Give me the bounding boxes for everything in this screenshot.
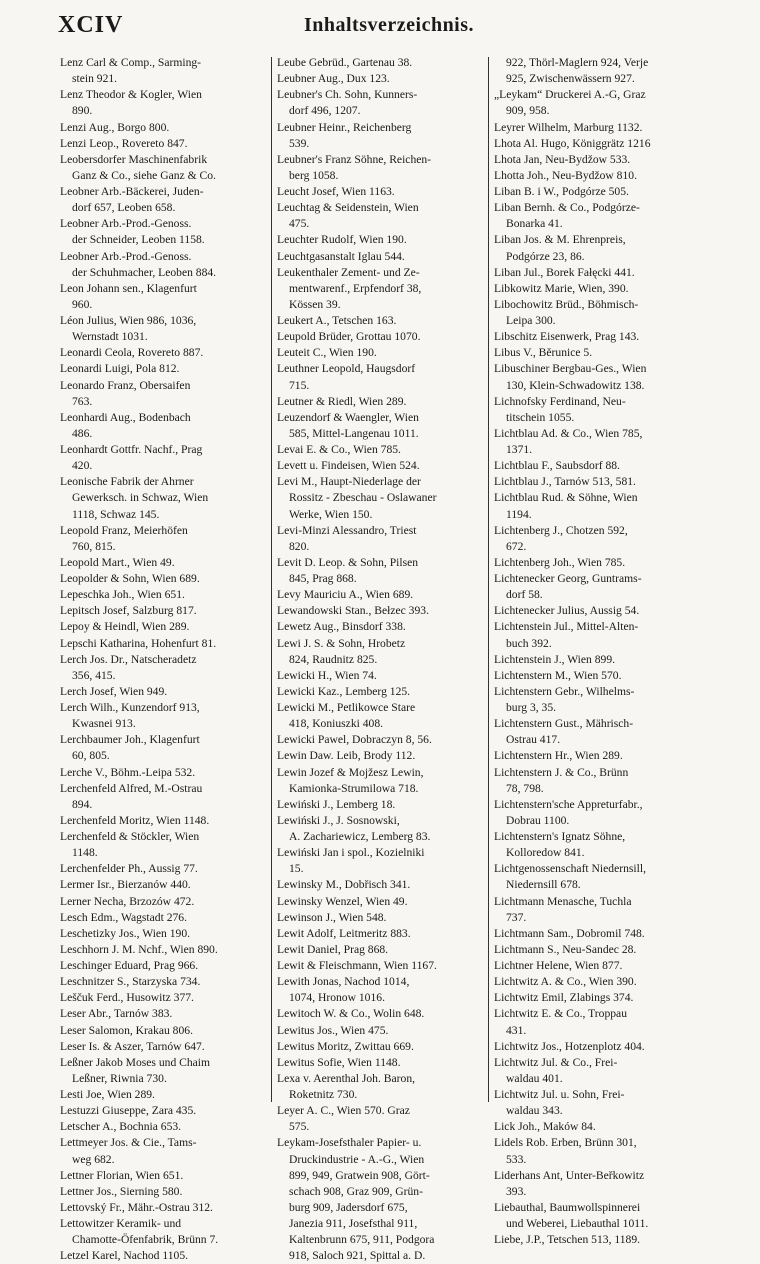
index-entry: Leubner Aug., Dux 123.	[277, 72, 390, 86]
index-entry-continuation: dorf 58.	[506, 588, 543, 602]
index-entry: Liban Bernh. & Co., Podgórze-	[494, 201, 640, 215]
index-column-1	[60, 55, 267, 1263]
index-entry: Lewit Adolf, Leitmeritz 883.	[277, 926, 411, 940]
index-entry-continuation: der Schneider, Leoben 1158.	[72, 233, 205, 247]
index-entry-continuation: Ostrau 417.	[506, 733, 561, 747]
index-entry-continuation: und Weberei, Liebauthal 1011.	[506, 1217, 649, 1230]
index-entry: Leyer A. C., Wien 570. Graz	[277, 1104, 410, 1118]
index-entry: Lewi J. S. & Sohn, Hrobetz	[277, 636, 406, 650]
index-entry-continuation: 539.	[289, 136, 310, 150]
index-entry-continuation: 130, Klein-Schwadowitz 138.	[506, 378, 645, 392]
index-entry: Lewetz Aug., Binsdorf 338.	[277, 620, 406, 634]
index-entry: Lichtblau F., Saubsdorf 88.	[494, 459, 620, 473]
index-entry: Libus V., Běrunice 5.	[494, 346, 593, 360]
index-entry: Lerchenfeld Alfred, M.-Ostrau	[60, 781, 203, 795]
index-entry: Lichtenecker Julius, Aussig 54.	[494, 604, 640, 618]
index-entry-continuation: Kwasnei 913.	[72, 717, 136, 731]
index-entry-continuation: 922, Thörl-Maglern 924, Verje	[506, 56, 649, 69]
index-entry-continuation: waldau 401.	[506, 1071, 563, 1085]
index-entry-continuation: waldau 343.	[506, 1104, 563, 1118]
index-entry-continuation: 960.	[72, 297, 93, 311]
index-entry: Lichnofsky Ferdinand, Neu-	[494, 394, 626, 408]
index-entry: Lerchenfeld & Stöckler, Wien	[60, 830, 200, 843]
index-entry: Lichtenstein Jul., Mittel-Alten-	[494, 620, 639, 634]
index-entry: Lichtenberg J., Chotzen 592,	[494, 523, 628, 537]
index-entry: Leube Gebrüd., Gartenau 38.	[277, 56, 413, 69]
index-entry: Leonardo Franz, Obersaifen	[60, 378, 191, 392]
index-entry: Lesch Edm., Wagstadt 276.	[60, 910, 188, 924]
index-entry: „Leykam“ Druckerei A.-G, Graz	[494, 88, 646, 102]
index-entry: Lewin Jozef & Mojžesz Lewin,	[277, 765, 424, 779]
index-entry-continuation: 737.	[506, 910, 527, 924]
index-entry: Leschetizky Jos., Wien 190.	[60, 926, 191, 940]
index-entry: Libschitz Eisenwerk, Prag 143.	[494, 330, 640, 344]
index-entry-continuation: 1148.	[72, 846, 98, 860]
index-entry: Leuthner Leopold, Haugsdorf	[277, 362, 416, 376]
index-entry: Lhota Jan, Neu-Bydžow 533.	[494, 152, 631, 166]
index-entry: Lettmeyer Jos. & Cie., Tams-	[60, 1136, 197, 1150]
index-entry-continuation: 909, 958.	[506, 104, 550, 118]
index-entry: Lichtenstern M., Wien 570.	[494, 668, 622, 682]
index-entry: Levai E. & Co., Wien 785.	[277, 443, 401, 456]
index-entry-continuation: Niedernsill 678.	[506, 878, 581, 892]
index-entry-continuation: dorf 657, Leoben 658.	[72, 201, 176, 215]
index-entry: Liderhans Ant, Unter-Beřkowitz	[494, 1168, 645, 1182]
index-entry: Lewit Daniel, Prag 868.	[277, 942, 389, 956]
index-entry-continuation: stein 921.	[72, 72, 118, 86]
index-entry: Levit D. Leop. & Sohn, Pilsen	[277, 555, 419, 569]
index-entry-continuation: 1074, Hronow 1016.	[289, 991, 385, 1005]
index-entry-continuation: Werke, Wien 150.	[289, 507, 373, 521]
index-entry: Lichtwitz E. & Co., Troppau	[494, 1007, 628, 1021]
index-entry: Lichtwitz Jul. u. Sohn, Frei-	[494, 1088, 625, 1101]
index-entry-continuation: 431.	[506, 1023, 527, 1037]
index-entry: Levy Mauriciu A., Wien 689.	[277, 588, 414, 602]
index-entry: Liban B. i W., Podgórze 505.	[494, 185, 629, 198]
index-entry: Leubner Heinr., Reichenberg	[277, 120, 412, 134]
index-entry: Leschinger Eduard, Prag 966.	[60, 959, 199, 972]
index-entry: Lerchenfeld Moritz, Wien 1148.	[60, 813, 210, 827]
index-entry-continuation: Ganz & Co., siehe Ganz & Co.	[72, 168, 216, 182]
index-entry: Lettner Florian, Wien 651.	[60, 1168, 184, 1182]
index-entry: Lepeschka Joh., Wien 651.	[60, 588, 185, 602]
index-entry-continuation: 1118, Schwaz 145.	[72, 507, 160, 521]
index-entry-continuation: Kössen 39.	[289, 297, 341, 311]
index-entry-continuation: dorf 496, 1207.	[289, 104, 361, 118]
index-entry: Liebe, J.P., Tetschen 513, 1189.	[494, 1233, 641, 1247]
index-entry: Lewitus Jos., Wien 475.	[277, 1023, 389, 1037]
index-entry: Lepoy & Heindl, Wien 289.	[60, 620, 190, 634]
index-entry-continuation: 393.	[506, 1184, 527, 1198]
index-entry-continuation: 918, Saloch 921, Spittal a. D.	[289, 1249, 426, 1263]
index-entry: Lhota Al. Hugo, Königgrätz 1216	[494, 136, 651, 150]
index-entry-continuation: 475.	[289, 217, 310, 231]
index-entry: Lestuzzi Giuseppe, Zara 435.	[60, 1104, 197, 1118]
index-entry: Lichtner Helene, Wien 877.	[494, 959, 623, 972]
index-entry: Lerchbaumer Joh., Klagenfurt	[60, 733, 200, 747]
index-entry-continuation: 763.	[72, 394, 93, 408]
index-entry: Lerch Wilh., Kunzendorf 913,	[60, 701, 200, 714]
index-entry: Leuchtag & Seidenstein, Wien	[277, 201, 419, 215]
index-entry: Leukenthaler Zement- und Ze-	[277, 265, 420, 279]
index-entry: Lichtmann Menasche, Tuchla	[494, 894, 632, 908]
index-entry-continuation: burg 3, 35.	[506, 701, 557, 714]
index-entry-continuation: 418, Koniuszki 408.	[289, 717, 384, 731]
index-entry: Lexa v. Aerenthal Joh. Baron,	[277, 1071, 416, 1085]
index-entry-continuation: 60, 805.	[72, 749, 110, 763]
index-entry: Lichtenstern Gust., Mährisch-	[494, 717, 634, 731]
index-entry: Lewin Daw. Leib, Brody 112.	[277, 749, 416, 763]
index-entry: Lewiński J., Lemberg 18.	[277, 797, 396, 811]
index-entry: Letzel Karel, Nachod 1105.	[60, 1249, 189, 1263]
index-entry-continuation: Kamionka-Strumilowa 718.	[289, 781, 419, 795]
index-entry: Lesti Joe, Wien 289.	[60, 1088, 155, 1101]
index-entry-continuation: mentwarenf., Erpfendorf 38,	[289, 281, 422, 295]
index-entry: Lerche V., Böhm.-Leipa 532.	[60, 765, 196, 779]
index-entry: Liban Jos. & M. Ehrenpreis,	[494, 233, 626, 247]
index-entry-continuation: 824, Raudnitz 825.	[289, 652, 378, 666]
index-entry-continuation: 845, Prag 868.	[289, 572, 357, 585]
index-entry: Lichtmann S., Neu-Sandec 28.	[494, 942, 637, 956]
index-entry: Levi-Minzi Alessandro, Triest	[277, 523, 417, 537]
index-entry-continuation: 486.	[72, 426, 93, 440]
index-entry-continuation: 575.	[289, 1120, 310, 1134]
index-entry: Leukert A., Tetschen 163.	[277, 314, 397, 327]
index-entry: Lewinsky M., Dobřisch 341.	[277, 878, 411, 892]
index-entry: Leonardi Luigi, Pola 812.	[60, 362, 180, 376]
index-entry: Leschhorn J. M. Nchf., Wien 890.	[60, 942, 218, 956]
index-entry: Lewicki H., Wien 74.	[277, 668, 377, 682]
index-entry: Leschnitzer S., Starzyska 734.	[60, 975, 201, 989]
index-entry: Libuschiner Bergbau-Ges., Wien	[494, 362, 647, 376]
index-entry: Leopolder & Sohn, Wien 689.	[60, 572, 200, 585]
index-entry: Lichtenstern Hr., Wien 289.	[494, 749, 623, 763]
index-entry: Leopold Mart., Wien 49.	[60, 555, 175, 569]
index-entry: Leutner & Riedl, Wien 289.	[277, 394, 407, 408]
index-entry: Leser Is. & Aszer, Tarnów 647.	[60, 1039, 205, 1053]
index-entry: Lepschi Katharina, Hohenfurt 81.	[60, 636, 217, 650]
index-entry: Leuchter Rudolf, Wien 190.	[277, 233, 407, 247]
index-entry: Lichtwitz Jul. & Co., Frei-	[494, 1055, 618, 1069]
index-entry: Lerchenfelder Ph., Aussig 77.	[60, 862, 198, 876]
index-entry: Lick Joh., Maków 84.	[494, 1120, 596, 1134]
index-entry-continuation: Podgórze 23, 86.	[506, 249, 585, 263]
index-entry: Lerch Jos. Dr., Natscheradetz	[60, 652, 197, 666]
index-entry: Lettner Jos., Sierning 580.	[60, 1184, 183, 1198]
page-header	[58, 10, 720, 50]
index-entry-continuation: 760, 815.	[72, 539, 116, 553]
index-entry-continuation: Leipa 300.	[506, 314, 556, 327]
column-divider	[271, 57, 272, 1102]
index-entry: Leščuk Ferd., Husowitz 377.	[60, 991, 194, 1005]
index-entry: Lichtwitz Emil, Zlabings 374.	[494, 991, 634, 1005]
index-column-3	[494, 55, 701, 1247]
index-entry: Leopold Franz, Meierhöfen	[60, 523, 188, 537]
index-entry: Lichtwitz Jos., Hotzenplotz 404.	[494, 1039, 645, 1053]
index-entry: Lenz Theodor & Kogler, Wien	[60, 88, 202, 102]
index-entry: Leuteit C., Wien 190.	[277, 346, 377, 360]
index-entry: Leon Johann sen., Klagenfurt	[60, 281, 197, 295]
index-entry: Lichtenstern J. & Co., Brünn	[494, 765, 629, 779]
index-entry: Lichtenberg Joh., Wien 785.	[494, 555, 626, 569]
column-divider	[488, 57, 489, 1102]
index-entry: Lewith Jonas, Nachod 1014,	[277, 975, 410, 989]
index-entry: Liebauthal, Baumwollspinnerei	[494, 1200, 641, 1214]
index-entry: Lidels Rob. Erben, Brünn 301,	[494, 1136, 637, 1150]
index-entry: Lenz Carl & Comp., Sarming-	[60, 56, 202, 69]
index-entry-continuation: Leßner, Riwnia 730.	[72, 1071, 167, 1085]
index-entry: Lewinsky Wenzel, Wien 49.	[277, 894, 408, 908]
index-entry: Leupold Brüder, Grottau 1070.	[277, 330, 421, 344]
index-entry: Lichtmann Sam., Dobromil 748.	[494, 926, 645, 940]
index-entry-continuation: A. Zachariewicz, Lemberg 83.	[289, 830, 431, 843]
index-entry-continuation: 715.	[289, 378, 310, 392]
index-entry: Leonische Fabrik der Ahrner	[60, 475, 194, 489]
index-entry: Lichtenstern'sche Appreturfabr.,	[494, 797, 643, 811]
index-entry: Leuchtgasanstalt Iglau 544.	[277, 249, 405, 263]
index-entry: Lewinson J., Wien 548.	[277, 910, 387, 924]
index-entry: Libkowitz Marie, Wien, 390.	[494, 281, 629, 295]
index-entry: Lichtblau Ad. & Co., Wien 785,	[494, 426, 643, 440]
index-entry-continuation: 820.	[289, 539, 310, 553]
index-entry: Leucht Josef, Wien 1163.	[277, 185, 395, 198]
index-entry-continuation: der Schuhmacher, Leoben 884.	[72, 265, 217, 279]
index-entry: Lettovský Fr., Mähr.-Ostrau 312.	[60, 1200, 213, 1214]
index-entry: Lewandowski Stan., Bełzec 393.	[277, 604, 429, 618]
index-entry-continuation: Roketnitz 730.	[289, 1088, 358, 1101]
index-entry: Lermer Isr., Bierzanów 440.	[60, 878, 191, 892]
index-entry: Lichtenstern's Ignatz Söhne,	[494, 830, 626, 843]
index-entry-continuation: Kaltenbrunn 675, 911, Podgora	[289, 1233, 435, 1247]
index-entry: Lewicki Pawel, Dobraczyn 8, 56.	[277, 733, 432, 747]
index-entry-continuation: titschein 1055.	[506, 410, 575, 424]
index-entry-continuation: 585, Mittel-Langenau 1011.	[289, 426, 419, 440]
index-entry-continuation: 925, Zwischenwässern 927.	[506, 72, 635, 86]
index-entry: Lewitoch W. & Co., Wolin 648.	[277, 1007, 425, 1021]
index-entry: Lenzi Leop., Rovereto 847.	[60, 136, 188, 150]
index-entry: Lichtwitz A. & Co., Wien 390.	[494, 975, 637, 989]
index-entry-continuation: Janezia 911, Josefsthal 911,	[289, 1217, 418, 1230]
index-entry: Lewitus Moritz, Zwittau 669.	[277, 1039, 414, 1053]
index-column-2	[277, 55, 484, 1263]
index-entry: Leubner's Franz Söhne, Reichen-	[277, 152, 432, 166]
index-entry-continuation: Druckindustrie - A.-G., Wien	[289, 1152, 425, 1166]
index-entry-continuation: burg 909, Jadersdorf 675,	[289, 1200, 408, 1214]
index-entry: Leobner Arb.-Bäckerei, Juden-	[60, 185, 204, 198]
index-entry: Leßner Jakob Moses und Chaim	[60, 1055, 211, 1069]
index-entry-continuation: 420.	[72, 459, 93, 473]
index-entry: Lichtgenossenschaft Niedernsill,	[494, 862, 646, 876]
index-entry-continuation: 894.	[72, 797, 93, 811]
index-entry-continuation: 672.	[506, 539, 527, 553]
index-entry-continuation: schach 908, Graz 909, Grün-	[289, 1184, 423, 1198]
index-entry-continuation: Wernstadt 1031.	[72, 330, 148, 344]
index-entry: Leyrer Wilhelm, Marburg 1132.	[494, 120, 643, 134]
page-title: Inhaltsverzeichnis.	[303, 14, 475, 36]
index-entry: Lichtblau J., Tarnów 513, 581.	[494, 475, 636, 489]
index-entry: Leubner's Ch. Sohn, Kunners-	[277, 88, 418, 102]
index-entry-continuation: 533.	[506, 1152, 527, 1166]
index-columns	[60, 55, 705, 1263]
index-entry: Leobner Arb.-Prod.-Genoss.	[60, 217, 192, 231]
index-entry: Léon Julius, Wien 986, 1036,	[60, 314, 197, 327]
index-entry: Lichtenstern Gebr., Wilhelms-	[494, 684, 635, 698]
index-entry: Leykam-Josefsthaler Papier- u.	[277, 1136, 422, 1150]
index-entry-continuation: buch 392.	[506, 636, 552, 650]
index-entry: Leobersdorfer Maschinenfabrik	[60, 152, 208, 166]
index-entry: Leonhardi Aug., Bodenbach	[60, 410, 191, 424]
index-entry-continuation: Kolloredow 841.	[506, 846, 585, 860]
index-entry-continuation: 890.	[72, 104, 93, 118]
index-entry-continuation: 899, 949, Gratwein 908, Gört-	[289, 1168, 430, 1182]
index-entry-continuation: Dobrau 1100.	[506, 813, 570, 827]
index-entry: Levi M., Haupt-Niederlage der	[277, 475, 421, 489]
index-entry: Libochowitz Brüd., Böhmisch-	[494, 297, 639, 311]
index-entry: Lenzi Aug., Borgo 800.	[60, 120, 170, 134]
index-entry-continuation: Rossitz - Zbeschau - Oslawaner	[289, 491, 437, 505]
index-entry: Lerner Necha, Brzozów 472.	[60, 894, 195, 908]
index-entry-continuation: weg 682.	[72, 1152, 115, 1166]
index-entry: Lettowitzer Keramik- und	[60, 1217, 182, 1230]
index-entry: Lewiński J., J. Sosnowski,	[277, 813, 400, 827]
index-entry: Letscher A., Bochnia 653.	[60, 1120, 182, 1134]
index-entry: Liban Jul., Borek Fałęcki 441.	[494, 265, 635, 279]
index-entry: Lerch Josef, Wien 949.	[60, 684, 168, 698]
index-entry-continuation: 15.	[289, 862, 304, 876]
index-entry: Leonardi Ceola, Rovereto 887.	[60, 346, 204, 360]
index-entry: Leuzendorf & Waengler, Wien	[277, 410, 419, 424]
index-entry: Lichtenecker Georg, Guntrams-	[494, 572, 642, 585]
index-entry-continuation: 1371.	[506, 443, 533, 456]
index-entry: Lhotta Joh., Neu-Bydžow 810.	[494, 168, 637, 182]
index-entry: Levett u. Findeisen, Wien 524.	[277, 459, 420, 473]
index-entry: Lewicki Kaz., Lemberg 125.	[277, 684, 411, 698]
index-entry-continuation: 78, 798.	[506, 781, 544, 795]
index-entry: Lewiński Jan i spol., Kozielniki	[277, 846, 425, 860]
index-entry-continuation: berg 1058.	[289, 168, 339, 182]
index-entry: Leobner Arb.-Prod.-Genoss.	[60, 249, 192, 263]
index-entry-continuation: Bonarka 41.	[506, 217, 563, 231]
index-entry-continuation: 356, 415.	[72, 668, 116, 682]
index-entry: Lewitus Sofie, Wien 1148.	[277, 1055, 401, 1069]
index-entry-continuation: Gewerksch. in Schwaz, Wien	[72, 491, 209, 505]
index-entry-continuation: Chamotte-Öfenfabrik, Brünn 7.	[72, 1233, 219, 1247]
index-entry-continuation: 1194.	[506, 507, 532, 521]
index-entry: Lichtblau Rud. & Söhne, Wien	[494, 491, 638, 505]
index-entry: Leser Salomon, Krakau 806.	[60, 1023, 193, 1037]
index-entry: Lewicki M., Petlikowce Stare	[277, 701, 416, 714]
index-entry: Lepitsch Josef, Salzburg 817.	[60, 604, 197, 618]
index-entry: Leser Abr., Tarnów 383.	[60, 1007, 173, 1021]
index-entry: Lichtenstein J., Wien 899.	[494, 652, 616, 666]
index-entry: Leonhardt Gottfr. Nachf., Prag	[60, 443, 203, 456]
page-number: XCIV	[58, 12, 124, 38]
index-entry: Lewit & Fleischmann, Wien 1167.	[277, 959, 437, 972]
